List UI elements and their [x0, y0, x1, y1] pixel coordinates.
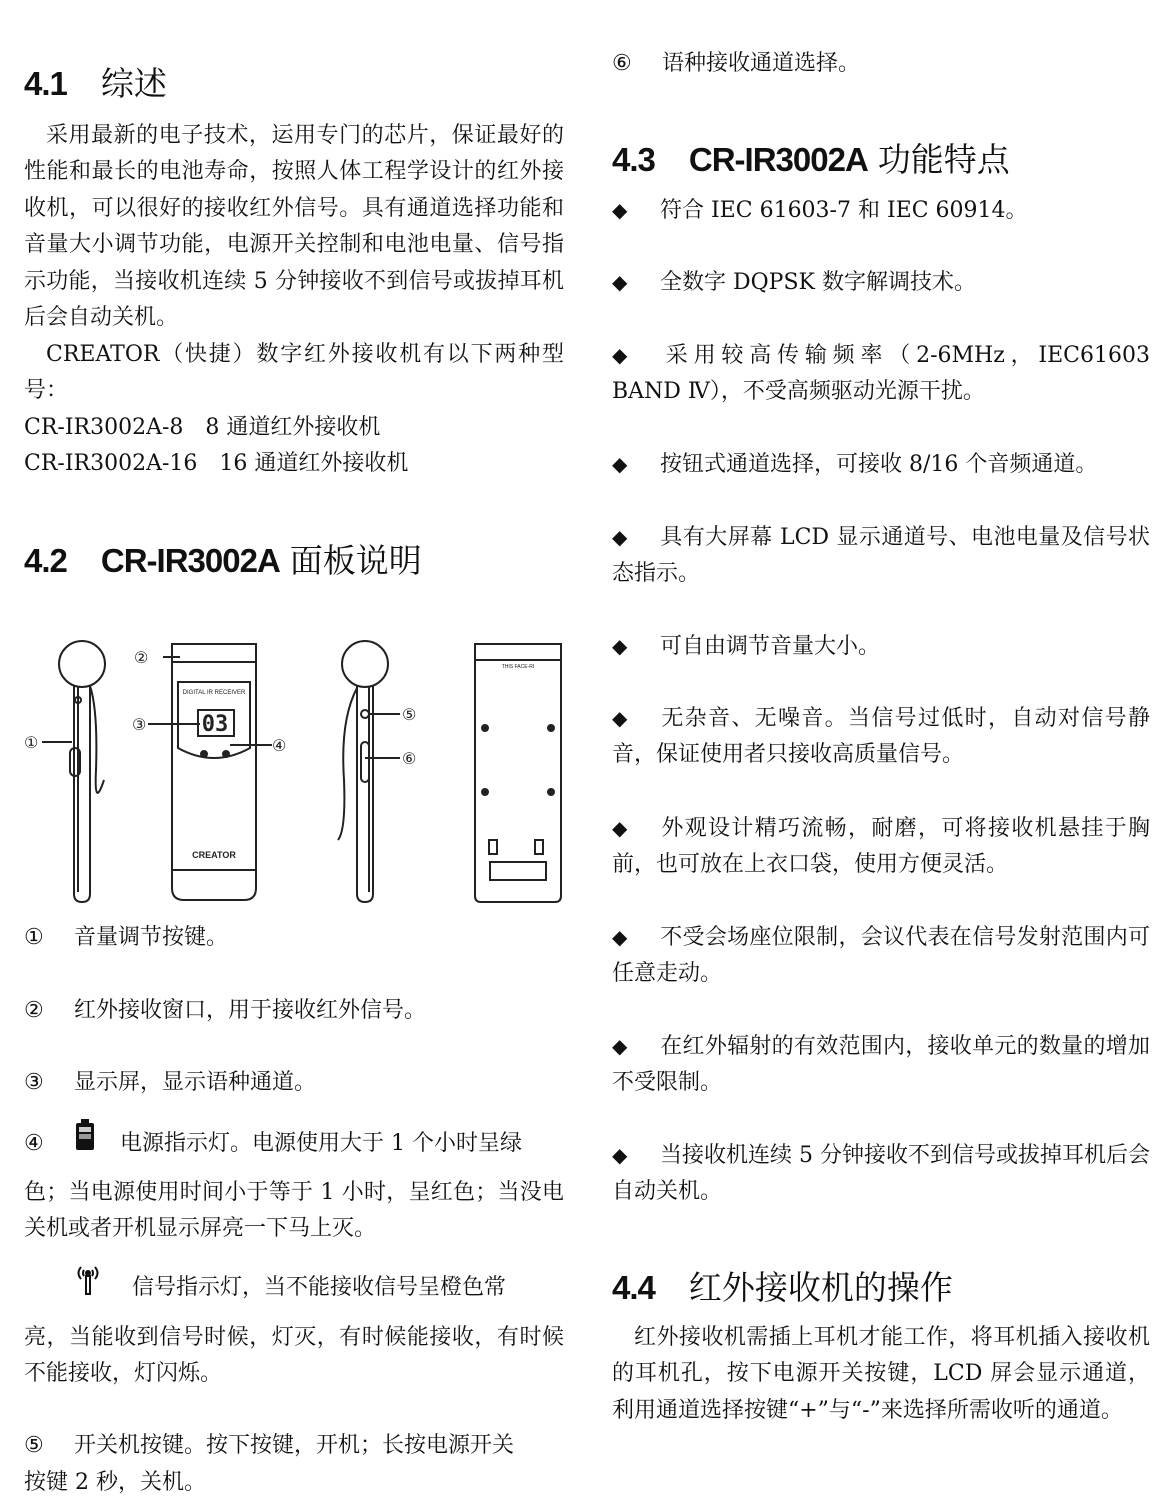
feature-item: ◆ 当接收机连续 5 分钟接收不到信号或拔掉耳机后会自动关机。	[612, 1143, 1150, 1205]
side-view-right	[338, 641, 388, 902]
feature-item: ◆ 采用较高传输频率（2-6MHz，IEC61603 BAND Ⅳ），不受高频驱动光源干扰。	[612, 343, 1150, 405]
section-4-1-models-intro: CREATOR（快捷）数字红外接收机有以下两种型号：	[24, 342, 564, 404]
feature-item: ◆ 可自由调节音量大小。	[612, 634, 881, 659]
antenna-signal-icon	[72, 1262, 104, 1296]
panel-item-5-detail: 按键 2 秒，关机。	[24, 1470, 206, 1495]
callout-5: ⑤	[402, 707, 417, 724]
panel-item-2: ② 红外接收窗口，用于接收红外信号。	[24, 998, 427, 1023]
front-view	[172, 644, 256, 900]
section-4-1-heading: 4.1 综述	[24, 64, 167, 103]
device-top-label: DIGITAL IR RECEIVER	[182, 690, 246, 696]
section-4-2-heading: 4.2 CR-IR3002A 面板说明	[24, 541, 422, 580]
feature-item: ◆ 无杂音、无噪音。当信号过低时，自动对信号静音，保证使用者只接收高质量信号。	[612, 706, 1150, 768]
section-4-4-operation: 红外接收机需插上耳机才能工作，将耳机插入接收机的耳机孔，按下电源开关按键，LCD 屏会显示通道，利用通道选择按键“+”与“-”来选择所需收听的通道。	[612, 1325, 1150, 1423]
model-line-8ch: CR-IR3002A-8 8 通道红外接收机	[24, 415, 381, 440]
device-brand-label: CREATOR	[192, 850, 236, 860]
side-view-left	[59, 641, 105, 902]
feature-item: ◆ 在红外辐射的有效范围内，接收单元的数量的增加不受限制。	[612, 1034, 1150, 1096]
feature-item: ◆ 具有大屏幕 LCD 显示通道号、电池电量及信号状态指示。	[612, 525, 1150, 587]
section-4-3-heading: 4.3 CR-IR3002A 功能特点	[612, 140, 1010, 179]
panel-item-5: ⑤ 开关机按键。按下按键，开机；长按电源开关	[24, 1433, 515, 1458]
model-line-16ch: CR-IR3002A-16 16 通道红外接收机	[24, 451, 409, 476]
section-4-1-intro: 采用最新的电子技术，运用专门的芯片，保证最好的性能和最长的电池寿命，按照人体工程学设计的红外接收机，可以很好的接收红外信号。具有通道选择功能和音量大小调节功能，电源开关控制和电池电量、信号指示功能，当接收机连续 5 分钟接收不到信号或拔掉耳机后会自动关机。	[24, 123, 564, 331]
callout-2: ②	[134, 650, 149, 667]
feature-item: ◆ 按钮式通道选择，可接收 8/16 个音频通道。	[612, 452, 1098, 477]
section-4-4-heading: 4.4 红外接收机的操作	[612, 1268, 953, 1307]
panel-item-6: ⑥ 语种接收通道选择。	[612, 51, 861, 76]
signal-indicator-text: 信号指示灯，当不能接收信号呈橙色常	[132, 1275, 507, 1300]
feature-item: ◆ 外观设计精巧流畅，耐磨，可将接收机悬挂于胸前，也可放在上衣口袋，使用方便灵活。	[612, 816, 1150, 878]
panel-item-1: ① 音量调节按键。	[24, 925, 229, 950]
panel-item-4: ④ 电源指示灯。电源使用大于 1 个小时呈绿	[24, 1131, 522, 1156]
feature-item: ◆ 全数字 DQPSK 数字解调技术。	[612, 270, 976, 295]
back-view	[475, 644, 561, 902]
device-panel-illustration	[20, 630, 565, 910]
lcd-channel-readout: 03	[201, 712, 229, 737]
battery-icon	[74, 1118, 96, 1152]
callout-1: ①	[24, 735, 39, 752]
signal-indicator-detail: 亮，当能收到信号时候，灯灭，有时候能接收，有时候不能接收，灯闪烁。	[24, 1325, 564, 1387]
panel-item-3: ③ 显示屏，显示语种通道。	[24, 1070, 317, 1095]
feature-item: ◆ 符合 IEC 61603-7 和 IEC 60914。	[612, 198, 1028, 223]
feature-item: ◆ 不受会场座位限制，会议代表在信号发射范围内可任意走动。	[612, 925, 1150, 987]
panel-item-4-detail: 色；当电源使用时间小于等于 1 小时，呈红色；当没电关机或者开机显示屏亮一下马上灭。	[24, 1180, 564, 1242]
callout-6: ⑥	[402, 751, 417, 768]
callout-4: ④	[272, 738, 287, 755]
back-face-label: THIS FACE-RI	[501, 664, 535, 670]
callout-3: ③	[132, 717, 147, 734]
